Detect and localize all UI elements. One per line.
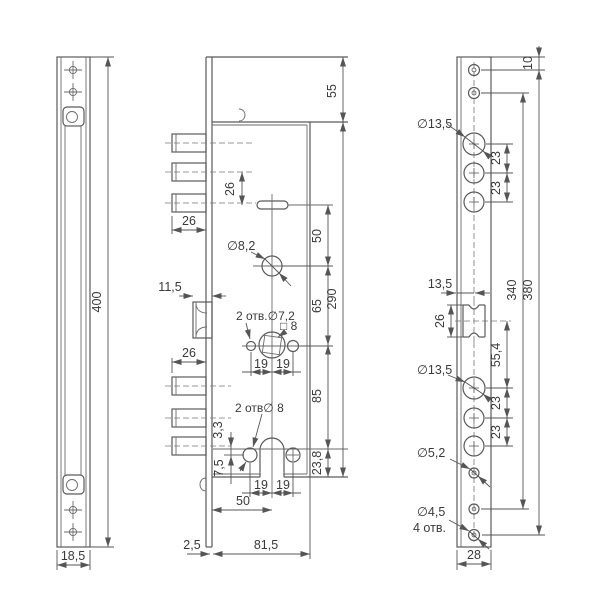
dim-26-cutout-label: 26: [433, 314, 447, 328]
dim-23-8-label: 23,8: [310, 450, 324, 476]
dim-26-upper-label: 26: [182, 214, 196, 228]
callout-5-2-label: ∅5,2: [417, 446, 446, 460]
dim-18-5-label: 18,5: [60, 549, 86, 563]
callout-4-5-label: ∅4,5: [417, 505, 446, 519]
dim-400-label: 400: [90, 291, 104, 313]
dim-11-5-label: 11,5: [158, 280, 182, 294]
dim-340-label: 340: [505, 279, 519, 301]
dim-7-5-label: 7,5: [212, 459, 226, 477]
dim-55-4-label: 55,4: [489, 342, 503, 368]
dim-26-lower-label: 26: [182, 346, 196, 360]
dim-19-hub-left: 19: [254, 357, 268, 371]
dim-23-c: 23: [489, 396, 503, 410]
callout-4otv-label: 4 отв.: [413, 521, 446, 535]
dim-380-label: 380: [521, 279, 535, 301]
dim-55-label: 55: [325, 84, 339, 98]
dim-10-label: 10: [521, 56, 535, 70]
dim-28-label: 28: [467, 548, 481, 562]
dim-23-a: 23: [489, 151, 503, 165]
dim-23-b: 23: [489, 181, 503, 195]
callout-13-5-top-label: ∅13,5: [417, 117, 453, 131]
dim-65-label: 65: [310, 299, 324, 313]
dim-23-d: 23: [489, 425, 503, 439]
dim-13-5-label: 13,5: [427, 277, 453, 291]
dim-26-pitch-label: 26: [223, 182, 237, 196]
dim-19-key-right: 19: [276, 478, 290, 492]
dim-50-label: 50: [310, 229, 324, 243]
dim-3-3-label: 3,3: [211, 421, 225, 439]
dim-19-hub-right: 19: [276, 357, 290, 371]
dim-290-label: 290: [325, 288, 339, 310]
callout-8-2-label: ∅8,2: [227, 239, 256, 253]
label-square-8-text: □ 8: [280, 319, 298, 333]
label-2otv-7-2-text: 2 отв.∅7,2: [236, 309, 295, 323]
label-2otv-8-text: 2 отв∅ 8: [235, 401, 284, 415]
dim-81-5-label: 81,5: [253, 538, 279, 552]
dim-85-label: 85: [310, 389, 324, 403]
dim-2-5-label: 2,5: [183, 538, 201, 552]
dim-19-key-left: 19: [254, 478, 268, 492]
dim-50-key-label: 50: [236, 494, 250, 508]
callout-13-5-mid-label: ∅13,5: [417, 363, 453, 377]
